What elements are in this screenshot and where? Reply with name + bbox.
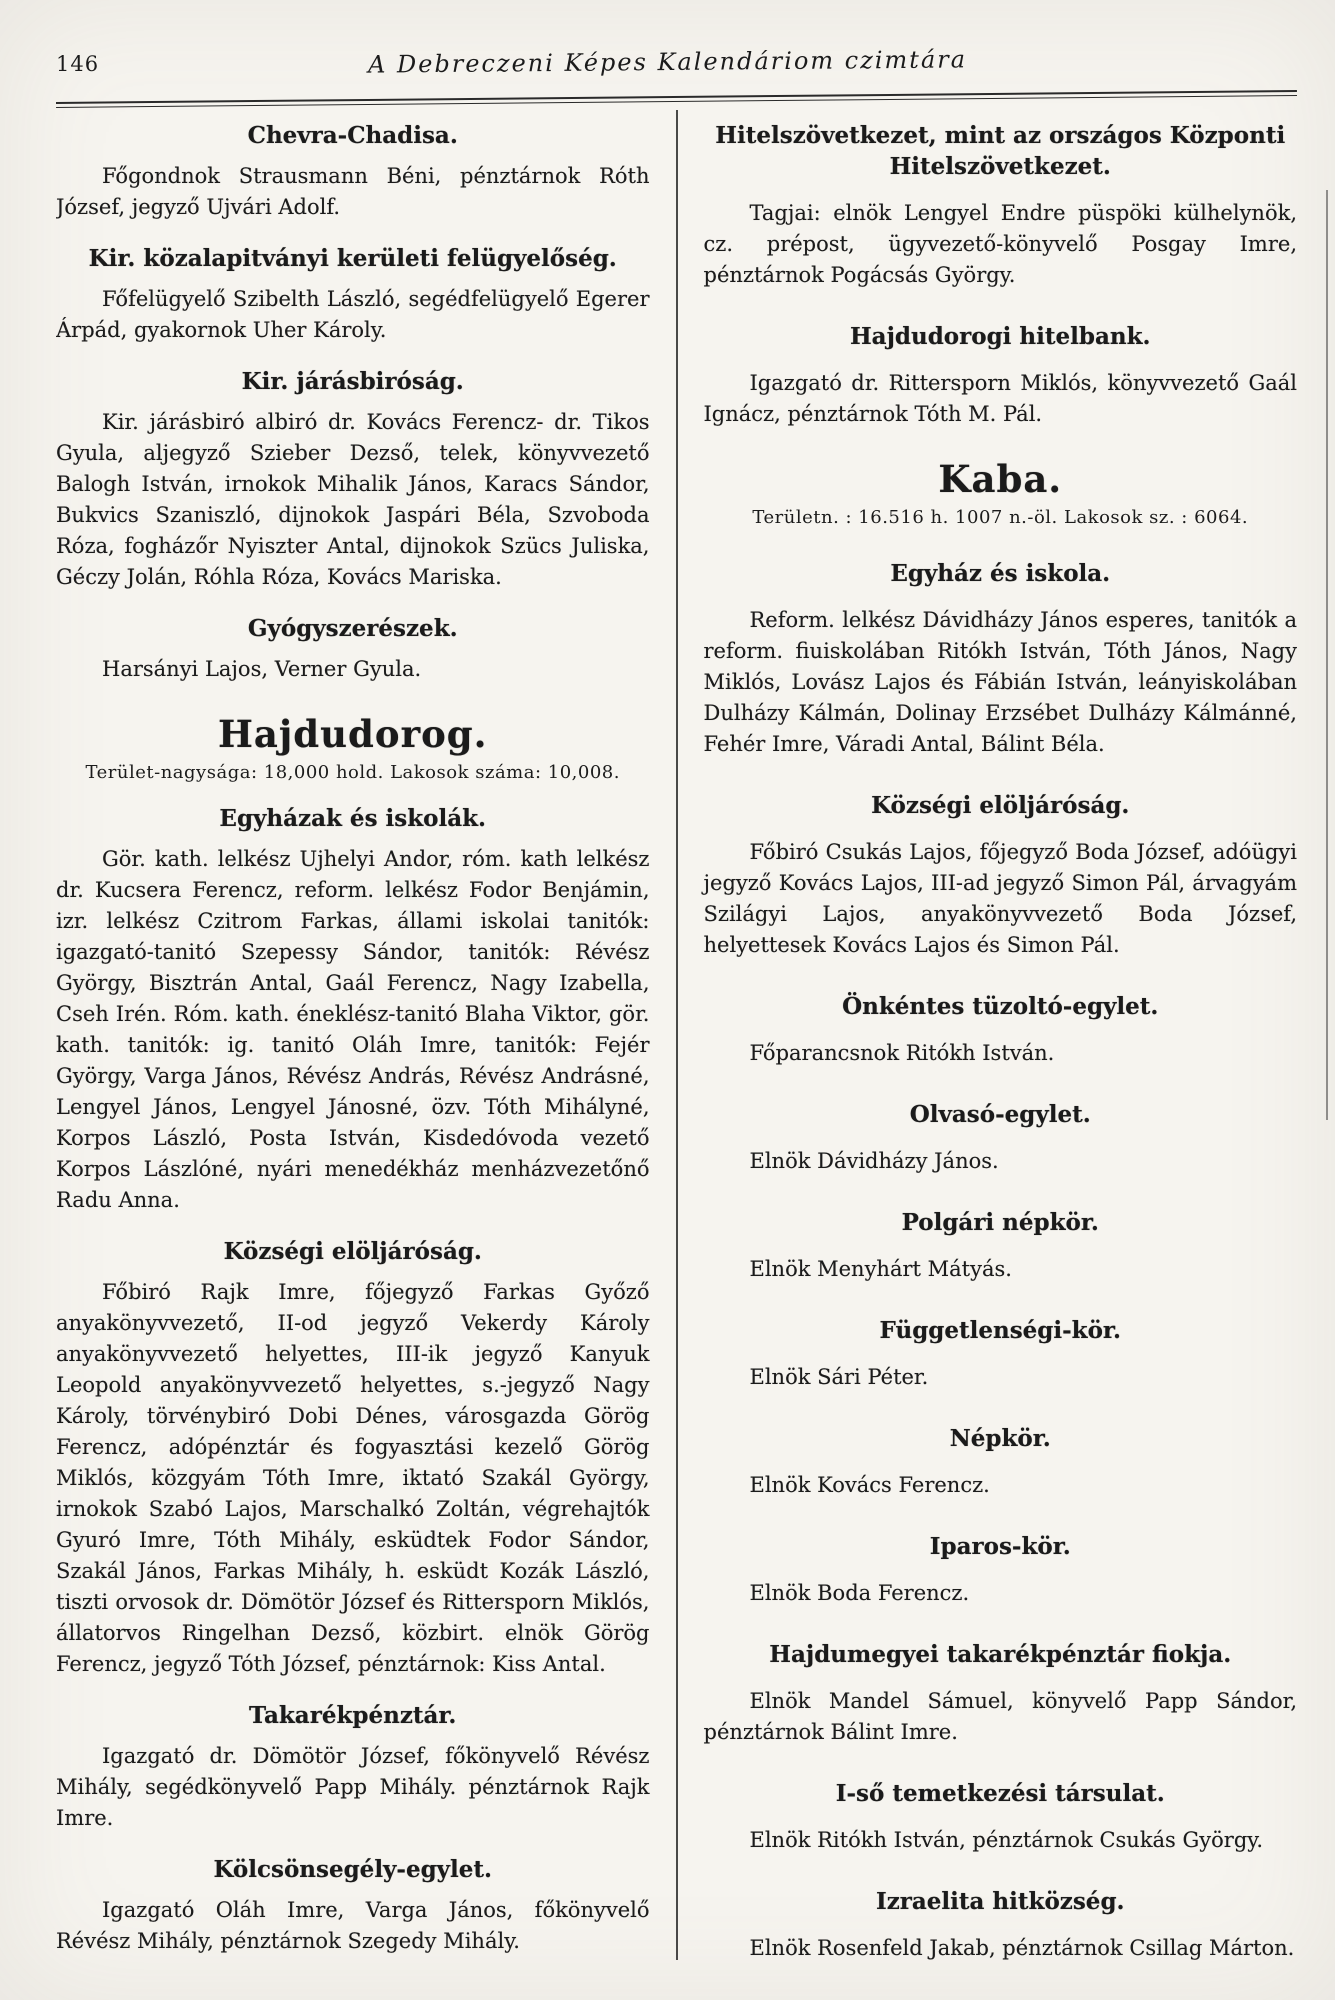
column-divider — [676, 110, 678, 1960]
page-number: 146 — [56, 52, 100, 76]
paragraph: Gör. kath. lelkész Ujhelyi Andor, róm. kath lelkész dr. Kucsera Ferencz, reform. lelkész Fodor Benjámin, izr. lelkész Czitrom Farkas, állami iskolai tanitók: igazgató-tanitó Szepessy Sándor, tanitók: Révész György, Bisztrán Antal, Gaál Ferencz, Nagy Izabella, Cseh Irén. Róm. kath. éneklész-tanitó Blaha Viktor, gör. kath. tanitók: ig. tanitó Oláh Imre, tanitók: Fejér György, Varga János, Révész András, Révész Andrásné, Lengyel János, Lengyel Jánosné, özv. Tóth Mihályné, Korpos László, Posta István, Kisdedóvoda vezető Korpos Lászlóné, nyári menedékház menházvezetőnő Radu Anna. — [56, 846, 650, 1212]
paragraph: Tagjai: elnök Lengyel Endre püspöki külhelynök, cz. prépost, ügyvezető-könyvelő Posgay Imre, pénztárnok Pogácsás György. — [703, 201, 1297, 288]
section-heading: Kir. közalapitványi kerületi felügyelőség. — [88, 245, 617, 273]
section-heading: Gyógyszerészek. — [247, 615, 458, 643]
stats-line: Terület-nagysága: 18,000 hold. Lakosok száma: 10,008. — [85, 761, 620, 783]
section-heading: Takarékpénztár. — [249, 1701, 457, 1729]
running-title: A Debreczeni Képes Kalendáriom czimtára — [367, 45, 968, 79]
section-heading: Chevra-Chadisa. — [247, 122, 458, 149]
paragraph: Elnök Menyhárt Mátyás. — [749, 1256, 1012, 1281]
paragraph: Főfelügyelő Szibelth László, segédfelügyelő Egerer Árpád, gyakornok Uher Károly. — [56, 287, 650, 343]
paragraph: Igazgató dr. Rittersporn Miklós, könyvvezető Gaál Ignácz, pénztárnok Tóth M. Pál. — [703, 371, 1297, 427]
paragraph: Elnök Ritókh István, pénztárnok Csukás György. — [749, 1828, 1264, 1853]
scan-edge-artifact — [1326, 190, 1328, 1120]
section-heading: Hajdumegyei takarékpénztár fiokja. — [769, 1641, 1232, 1669]
section-heading: Függetlenségi-kör. — [879, 1316, 1121, 1344]
paragraph: Elnök Dávidházy János. — [749, 1148, 999, 1173]
section-heading: I-ső temetkezési társulat. — [835, 1780, 1165, 1808]
paragraph: Főbiró Rajk Imre, főjegyző Farkas Győző anyakönyvvezető, II-od jegyző Vekerdy Károly anyakönyvvezető helyettes, III-ik jegyző Kanyuk Leopold anyakönyvvezető helyettes, s.-jegyző Nagy Károly, törvénybiró Dobi Dénes, városgazda Görög Ferencz, adópénztár és fogyasztási kezelő Görög Miklós, közgyám Tóth Imre, iktató Szakál György, irnokok Szabó Lajos, Marschalkó Zoltán, végrehajtók Gyuró Imre, Tóth Mihály, esküdtek Fodor Sándor, Szakál János, Farkas Mihály, h. esküdt Kozák László, tiszti orvosok dr. Dömötör József és Rittersporn Miklós, állatorvos Ringelhan Dezső, közbirt. elnök Görög Ferencz, jegyző Tóth József, pénztárnok: Kiss Antal. — [56, 1279, 650, 1676]
paragraph: Főparancsnok Ritókh István. — [749, 1040, 1055, 1065]
content-columns — [56, 110, 1297, 1960]
section-heading: Hajdudorogi hitelbank. — [849, 323, 1151, 351]
left-column — [56, 110, 676, 1960]
stats-line: Területn. : 16.516 h. 1007 n.-öl. Lakosok sz. : 6064. — [752, 506, 1249, 528]
paragraph: Elnök Boda Ferencz. — [749, 1581, 970, 1606]
paragraph: Reform. lelkész Dávidházy János esperes, tanitók a reform. fiuiskolában Ritókh István, Tóth János, Nagy Miklós, Lovász Lajos és Fábián István, leányiskolában Dulházy Kálmán, Dolinay Erzsébet Dulházy Kálmánné, Fehér Imre, Váradi Antal, Bálint Béla. — [703, 607, 1297, 756]
paragraph: Igazgató dr. Dömötör József, főkönyvelő Révész Mihály, segédkönyvelő Papp Mihály. pénztárnok Rajk Imre. — [56, 1743, 650, 1830]
town-heading: Hajdudorog. — [217, 712, 488, 757]
section-heading: Egyház és iskola. — [890, 559, 1111, 587]
paragraph: Elnök Sári Péter. — [749, 1364, 929, 1389]
paragraph: Főgondnok Strausmann Béni, pénztárnok Róth József, jegyző Ujvári Adolf. — [56, 164, 650, 220]
section-heading: Hitelszövetkezet, mint az országos Központi Hitelszövetkezet. — [715, 122, 1286, 181]
section-heading: Egyházak és iskolák. — [219, 804, 487, 832]
section-heading: Népkör. — [949, 1424, 1051, 1452]
section-heading: Kir. járásbiróság. — [241, 368, 464, 396]
section-heading: Községi elöljáróság. — [223, 1237, 482, 1265]
section-heading: Olvasó-egylet. — [909, 1100, 1091, 1128]
paragraph: Kir. járásbiró albiró dr. Kovács Ferencz- dr. Tikos Gyula, aljegyző Szieber Dezső, telek, könyvvezető Balogh István, irnokok Mihalik János, Karacs Sándor, Bukvics Szaniszló, dijnokok Jaspári Béla, Szvoboda Róza, fogházőr Nyiszter Antal, dijnokok Szücs Juliska, Géczy Jolán, Róhla Róza, Kovács Mariska. — [56, 410, 650, 590]
section-heading: Községi elöljáróság. — [871, 791, 1130, 819]
paragraph: Elnök Rosenfeld Jakab, pénztárnok Csillag Márton. — [749, 1936, 1295, 1960]
section-heading: Iparos-kör. — [929, 1533, 1071, 1561]
paragraph: Igazgató Oláh Imre, Varga János, főkönyvelő Révész Mihály, pénztárnok Szegedy Mihály. — [56, 1897, 650, 1953]
paragraph: Harsányi Lajos, Verner Gyula. — [102, 657, 422, 682]
section-heading: Polgári népkör. — [901, 1208, 1099, 1236]
right-column — [678, 110, 1298, 1960]
paragraph: Elnök Mandel Sámuel, könyvelő Papp Sándor, pénztárnok Bálint Imre. — [703, 1689, 1297, 1745]
paragraph: Főbiró Csukás Lajos, főjegyző Boda József, adóügyi jegyző Kovács Lajos, III-ad jegyző Simon Pál, árvagyám Szilágyi Lajos, anyakönyvvezető Boda József, helyettesek Kovács Lajos és Simon Pál. — [703, 839, 1297, 957]
section-heading: Önkéntes tüzoltó-egylet. — [842, 992, 1159, 1020]
town-heading: Kaba. — [938, 457, 1063, 502]
section-heading: Kölcsönsegély-egylet. — [213, 1855, 493, 1883]
paragraph: Elnök Kovács Ferencz. — [749, 1473, 990, 1498]
section-heading: Izraelita hitközség. — [875, 1888, 1125, 1916]
page-header — [0, 0, 1335, 96]
